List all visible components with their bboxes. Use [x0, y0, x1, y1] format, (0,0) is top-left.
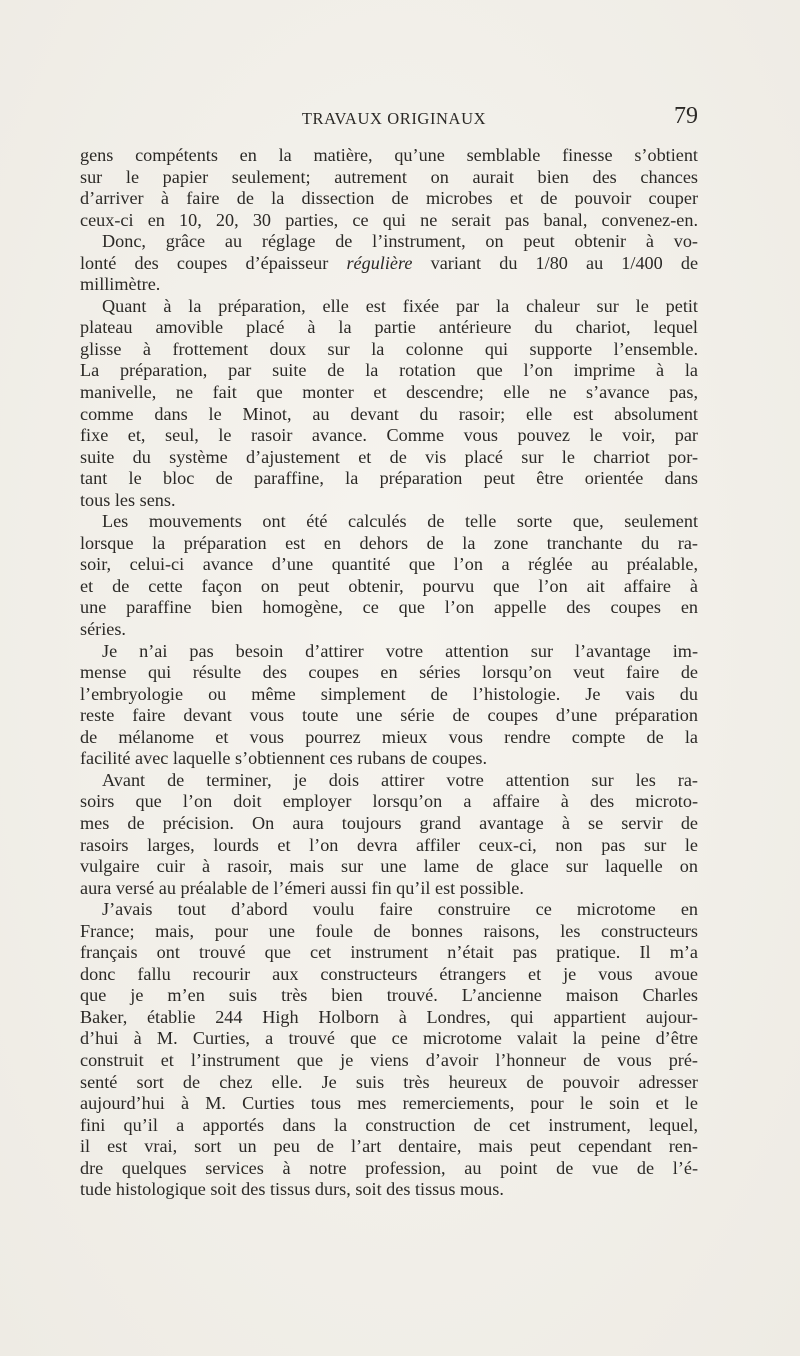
text-line: donc fallu recourir aux constructeurs étrangers et je vous avoue — [80, 963, 698, 984]
text-line: vulgaire cuir à rasoir, mais sur une lame de glace sur laquelle on — [80, 856, 698, 877]
text-line-mixed — [80, 253, 698, 275]
text-line: d’hui à M. Curties, a trouvé que ce microtome valait la peine d’être — [80, 1028, 698, 1049]
text-line: français ont trouvé que cet instrument n’était pas pratique. Il m’a — [80, 942, 698, 963]
text-line: La préparation, par suite de la rotation que l’on imprime à la — [80, 360, 698, 381]
text-line: il est vrai, sort un peu de l’art dentaire, mais peut cependant ren- — [80, 1136, 698, 1157]
page-number: 79 — [674, 103, 698, 129]
text-line: tous les sens. — [80, 489, 176, 510]
text-line: tude histologique soit des tissus durs, soit des tissus mous. — [80, 1179, 504, 1200]
text-line: plateau amovible placé à la partie antérieure du chariot, lequel — [80, 317, 698, 338]
running-head — [80, 103, 700, 131]
text-line: séries. — [80, 619, 126, 640]
text-line: France; mais, pour une foule de bonnes raisons, les constructeurs — [80, 920, 698, 941]
text-line: Les mouvements ont été calculés de telle sorte que, seulement — [102, 511, 698, 532]
text-line: aura versé au préalable de l’émeri aussi fin qu’il est possible. — [80, 877, 524, 898]
text-line: gens compétents en la matière, qu’une semblable finesse s’obtient — [80, 145, 698, 165]
text-line: facilité avec laquelle s’obtiennent ces rubans de coupes. — [80, 748, 488, 769]
text-line: millimètre. — [80, 274, 161, 295]
body-text — [80, 145, 698, 1201]
text-line: reste faire devant vous toute une série de coupes d’une préparation — [80, 705, 698, 726]
text-line: mense qui résulte des coupes en séries lorsqu’on veut faire de — [80, 662, 698, 683]
text-line: Donc, grâce au réglage de l’instrument, on peut obtenir à vo- — [102, 231, 698, 252]
text-line: ceux-ci en 10, 20, 30 parties, ce qui ne serait pas banal, convenez-en. — [80, 209, 698, 230]
text-line: Baker, établie 244 High Holborn à Londres, qui appartient aujour- — [80, 1006, 698, 1027]
text-line: tant le bloc de paraffine, la préparation peut être orientée dans — [80, 468, 698, 489]
text-line: et de cette façon on peut obtenir, pourvu que l’on ait affaire à — [80, 575, 698, 596]
text-line: manivelle, ne fait que monter et descendre; elle ne s’avance pas, — [80, 382, 698, 403]
text-line: rasoirs larges, lourds et l’on devra affiler ceux-ci, non pas sur le — [80, 834, 698, 855]
text-segment: lonté des coupes d’épaisseur — [80, 252, 329, 273]
text-line: Quant à la préparation, elle est fixée par la chaleur sur le petit — [102, 295, 698, 316]
text-line: glisse à frottement doux sur la colonne qui supporte l’ensemble. — [80, 338, 698, 359]
text-line: Je n’ai pas besoin d’attirer votre attention sur l’avantage im- — [102, 640, 698, 661]
text-line: Avant de terminer, je dois attirer votre attention sur les ra- — [102, 769, 698, 790]
text-line: sur le papier seulement; autrement on aurait bien des chances — [80, 166, 698, 187]
text-line: lorsque la préparation est en dehors de la zone tranchante du ra- — [80, 532, 698, 553]
text-line: fini qu’il a apportés dans la construction de cet instrument, lequel, — [80, 1114, 698, 1135]
text-segment: variant du 1/80 au 1/400 de — [430, 252, 698, 273]
text-line: soirs que l’on doit employer lorsqu’on a affaire à des microto- — [80, 791, 698, 812]
text-line: J’avais tout d’abord voulu faire construire ce microtome en — [102, 899, 698, 920]
text-line: fixe et, seul, le rasoir avance. Comme vous pouvez le voir, par — [80, 425, 698, 446]
text-line: suite du système d’ajustement et de vis placé sur le charriot por- — [80, 446, 698, 467]
text-line: une paraffine bien homogène, ce que l’on appelle des coupes en — [80, 597, 698, 618]
text-line: que je m’en suis très bien trouvé. L’ancienne maison Charles — [80, 985, 698, 1006]
text-line: senté sort de chez elle. Je suis très heureux de pouvoir adresser — [80, 1071, 698, 1092]
text-line: construit et l’instrument que je viens d’avoir l’honneur de vous pré- — [80, 1049, 698, 1070]
text-line: d’arriver à faire de la dissection de microbes et de pouvoir couper — [80, 188, 698, 209]
text-line: comme dans le Minot, au devant du rasoir; elle est absolument — [80, 403, 698, 424]
text-line: de mélanome et vous pourrez mieux vous rendre compte de la — [80, 726, 698, 747]
text-line: soir, celui-ci avance d’une quantité que l’on a réglée au préalable, — [80, 554, 698, 575]
italic-word: régulière — [346, 252, 413, 273]
running-title: TRAVAUX ORIGINAUX — [301, 109, 487, 128]
text-line: aujourd’hui à M. Curties tous mes remerciements, pour le soin et le — [80, 1093, 698, 1114]
text-line: dre quelques services à notre profession, au point de vue de l’é- — [80, 1157, 698, 1178]
text-line: mes de précision. On aura toujours grand avantage à se servir de — [80, 812, 698, 833]
text-line: l’embryologie ou même simplement de l’histologie. Je vais du — [80, 683, 698, 704]
